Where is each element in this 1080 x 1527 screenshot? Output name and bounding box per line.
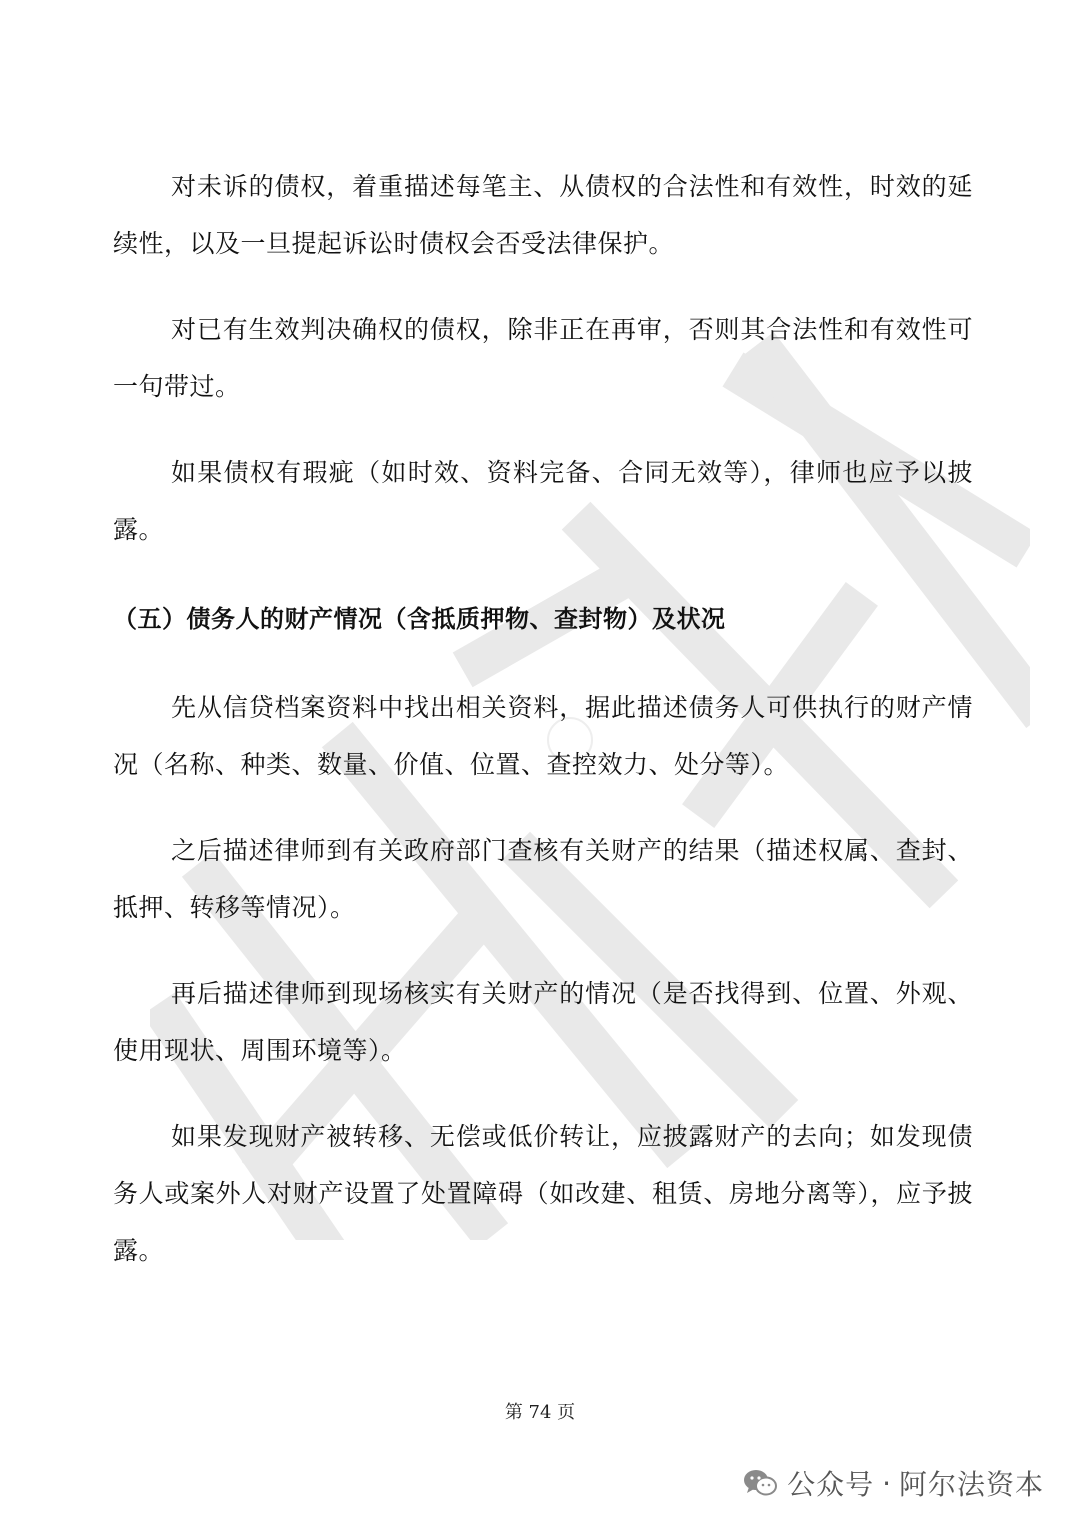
paragraph-claim-defects: 如果债权有瑕疵（如时效、资料完备、合同无效等），律师也应予以披露。 bbox=[113, 458, 973, 544]
section-heading: （五）债务人的财产情况（含抵质押物、查封物）及状况 bbox=[113, 605, 726, 633]
document-body bbox=[113, 158, 973, 1279]
paragraph-site-verification: 再后描述律师到现场核实有关财产的情况（是否找得到、位置、外观、使用现状、周围环境等）。 bbox=[113, 979, 973, 1065]
footer-account-name: 阿尔法资本 bbox=[898, 1468, 1044, 1501]
page-number: 第 74 页 bbox=[504, 1402, 576, 1423]
footer-separator: · bbox=[882, 1466, 891, 1500]
footer-account-label: 公众号 bbox=[787, 1468, 875, 1501]
paragraph-asset-transfer-disclosure: 如果发现财产被转移、无偿或低价转让，应披露财产的去向；如发现债务人或案外人对财产设置了处置障碍（如改建、租赁、房地分离等），应予披露。 bbox=[113, 1122, 973, 1265]
paragraph-unlitigated-claims: 对未诉的债权，着重描述每笔主、从债权的合法性和有效性，时效的延续性，以及一旦提起诉讼时债权会否受法律保护。 bbox=[113, 172, 973, 258]
paragraph-adjudicated-claims: 对已有生效判决确权的债权，除非正在再审，否则其合法性和有效性可一句带过。 bbox=[113, 315, 973, 401]
wechat-icon bbox=[743, 1468, 777, 1498]
paragraph-asset-overview: 先从信贷档案资料中找出相关资料，据此描述债务人可供执行的财产情况（名称、种类、数量、价值、位置、查控效力、处分等）。 bbox=[113, 693, 973, 779]
footer-brand bbox=[743, 1458, 1044, 1508]
paragraph-government-check: 之后描述律师到有关政府部门查核有关财产的结果（描述权属、查封、抵押、转移等情况）。 bbox=[113, 836, 973, 922]
